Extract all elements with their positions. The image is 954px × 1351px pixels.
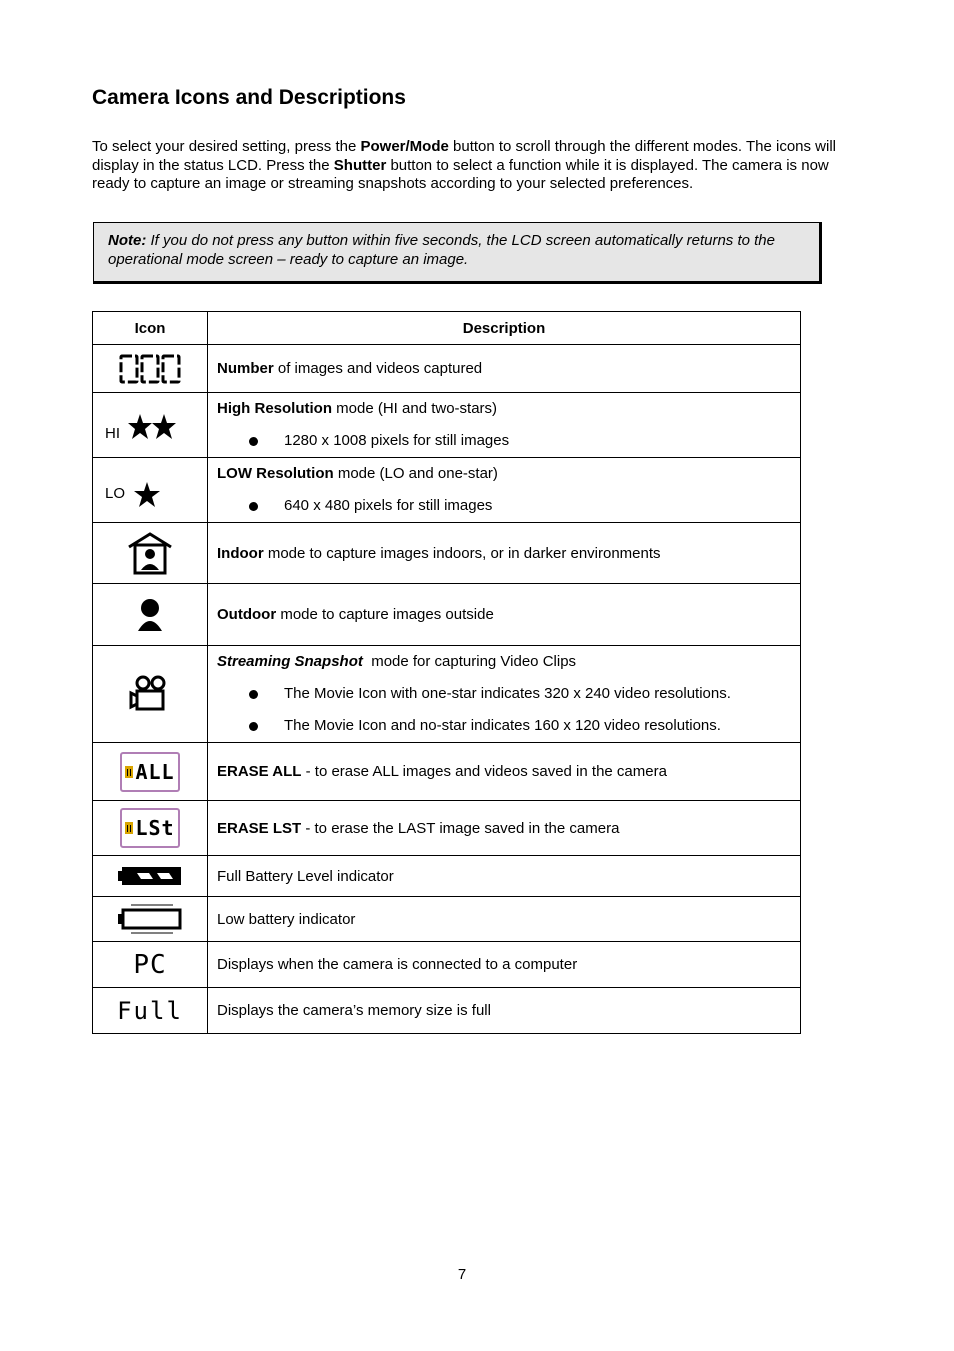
icon-cell: [93, 393, 208, 458]
desc-bold: Indoor: [217, 544, 264, 562]
description-cell: [208, 646, 801, 743]
desc-text: mode to capture images indoors, or in darker environments: [263, 544, 661, 562]
two-stars-icon: [128, 413, 176, 443]
table-row: [93, 458, 801, 523]
table-row: [93, 584, 801, 646]
desc-bold: Number: [217, 360, 274, 377]
lcd-text: ALL: [135, 759, 175, 784]
table-row: [93, 801, 801, 856]
desc-text: mode to capture images outside: [276, 606, 494, 623]
table-row: [93, 345, 801, 393]
description-cell: [208, 458, 801, 523]
table-row: [93, 393, 801, 458]
header-icon: Icon: [93, 312, 208, 345]
desc-bold: LOW Resolution: [217, 465, 334, 482]
shutter-term: Shutter: [333, 156, 387, 174]
pc-lcd-icon: PC: [133, 949, 167, 980]
note-label: Note:: [108, 232, 147, 249]
desc-text: - to erase the LAST image saved in the camera: [301, 819, 620, 837]
desc-text: of images and videos captured: [273, 360, 483, 377]
description-cell: Displays the camera’s memory size is full: [208, 988, 801, 1034]
full-lcd-icon: Full: [117, 996, 183, 1025]
description-cell: Low battery indicator: [208, 897, 801, 942]
table-header-row: [93, 312, 801, 345]
bullet-item: The Movie Icon with one-star indicates 320 x 240 video resolutions.: [217, 684, 791, 704]
table-row: [93, 897, 801, 942]
bullet-item: 640 x 480 pixels for still images: [217, 496, 791, 516]
page-number: 7: [457, 1266, 467, 1283]
icon-cell: [93, 345, 208, 393]
indoor-house-icon: [126, 531, 174, 575]
desc-text: mode (HI and two-stars): [332, 400, 498, 417]
bullet-item: The Movie Icon and no-star indicates 160 x 120 video resolutions.: [217, 716, 791, 736]
note-box: [93, 222, 822, 284]
desc-line: [217, 652, 791, 672]
desc-bold: High Resolution: [217, 400, 332, 417]
desc-line: [217, 399, 791, 419]
header-description: Description: [208, 312, 801, 345]
desc-bold: ERASE ALL: [217, 763, 302, 780]
one-star-icon: [133, 479, 161, 513]
table-row: [93, 743, 801, 801]
desc-text: - to erase ALL images and videos saved in the camera: [301, 763, 667, 780]
desc-bold: Outdoor: [217, 606, 277, 623]
icon-cell: [93, 743, 208, 801]
desc-bold: Streaming Snapshot: [217, 653, 363, 670]
description-cell: [208, 393, 801, 458]
description-cell: [208, 743, 801, 801]
lo-label: LO: [105, 485, 126, 502]
desc-bold: ERASE LST: [217, 819, 302, 837]
table-row: [93, 523, 801, 584]
description-cell: [208, 523, 801, 584]
note-text: If you do not press any button within five seconds, the LCD screen automatically returns to the operational mode screen – ready to capture an image.: [108, 232, 775, 268]
battery-full-icon: [117, 865, 183, 887]
description-cell: Displays when the camera is connected to a computer: [208, 942, 801, 988]
trash-icon: [125, 822, 133, 834]
page-title: Camera Icons and Descriptions: [92, 86, 406, 109]
erase-all-lcd-icon: [120, 752, 180, 792]
erase-last-lcd-icon: [120, 808, 180, 848]
counter-000-icon: [118, 353, 182, 385]
intro-paragraph: [92, 138, 862, 194]
intro-text-2: button to scroll through the different modes. The icons will display in the status LCD. Press the: [92, 138, 837, 174]
icon-cell: [93, 584, 208, 646]
icon-cell: [93, 988, 208, 1034]
intro-text-1: To select your desired setting, press the: [92, 138, 361, 155]
icons-table: [92, 311, 801, 1034]
icon-cell: [93, 458, 208, 523]
table-row: [93, 988, 801, 1034]
movie-camera-icon: [128, 674, 172, 714]
desc-text: mode (LO and one-star): [333, 465, 498, 482]
icon-cell: [93, 801, 208, 856]
icon-cell: [93, 646, 208, 743]
icon-cell: [93, 897, 208, 942]
intro-text-3: button to select a function while it is displayed. The camera is now ready to capture an image or streaming snapshots according to your selected preferences.: [92, 156, 829, 192]
table-row: [93, 646, 801, 743]
description-cell: [208, 584, 801, 646]
desc-line: [217, 464, 791, 484]
desc-text: mode for capturing Video Clips: [362, 653, 577, 670]
power-mode-term: Power/Mode: [360, 138, 449, 155]
lcd-text: LSt: [135, 816, 175, 840]
description-cell: [208, 801, 801, 856]
icon-cell: [93, 942, 208, 988]
bullet-item: 1280 x 1008 pixels for still images: [217, 431, 791, 451]
table-row: [93, 856, 801, 897]
table-row: [93, 942, 801, 988]
icon-cell: [93, 856, 208, 897]
battery-low-icon: [117, 903, 183, 935]
hi-label: HI: [105, 425, 120, 442]
trash-icon: [125, 766, 133, 778]
outdoor-person-icon: [135, 597, 165, 633]
description-cell: [208, 345, 801, 393]
description-cell: Full Battery Level indicator: [208, 856, 801, 897]
icon-cell: [93, 523, 208, 584]
